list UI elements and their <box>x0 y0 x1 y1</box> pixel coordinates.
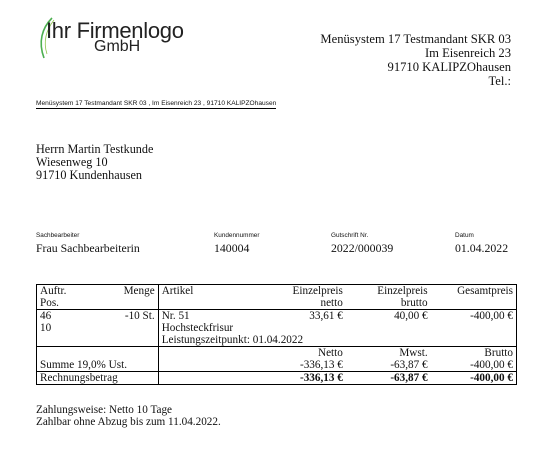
item-article-name: Hochsteckfrisur <box>161 322 234 334</box>
header-article: Artikel <box>158 285 264 310</box>
header-unit-net-label-2: netto <box>320 297 343 309</box>
logo-subtext: GmbH <box>94 38 141 55</box>
recipient-street: Wiesenweg 10 <box>36 155 108 169</box>
sum-row <box>37 359 517 372</box>
header-qty: Menge <box>92 285 158 310</box>
payment-method: Zahlungsweise: Netto 10 Tage <box>36 404 173 416</box>
credit-number-value: 2022/000039 <box>331 241 394 255</box>
date-value: 01.04.2022 <box>455 241 509 255</box>
sender-street: Im Eisenreich 23 <box>424 46 511 60</box>
table-header-row <box>37 285 517 310</box>
recipient-address <box>36 143 153 182</box>
sender-company: Menüsystem 17 Testmandant SKR 03 <box>320 32 511 46</box>
sender-city: 91710 KALIPZOhausen <box>387 60 511 74</box>
header-unit-net <box>264 285 346 310</box>
item-qty: -10 St. <box>92 310 158 347</box>
sum-gross: -400,00 € <box>431 359 517 372</box>
date-label: Datum <box>455 232 474 239</box>
item-unit-gross: 40,00 € <box>346 310 431 347</box>
total-label: Rechnungsbetrag <box>37 372 159 385</box>
item-pos: 10 <box>40 322 52 334</box>
total-row <box>37 372 517 385</box>
invoice-table <box>36 284 517 385</box>
item-order-pos <box>37 310 93 347</box>
item-total: -400,00 € <box>431 310 517 347</box>
table-row <box>37 310 517 347</box>
sum-vat: -63,87 € <box>390 359 428 371</box>
recipient-name: Herrn Martin Testkunde <box>36 142 154 156</box>
sum-label: Summe 19,0% Ust. <box>37 359 159 372</box>
item-order: 46 <box>40 310 52 322</box>
logo-text: Ihr Firmenlogo <box>46 18 184 43</box>
credit-number-label: Gutschrift Nr. <box>331 232 369 239</box>
item-unit-net: 33,61 € <box>309 310 343 322</box>
total-gross: -400,00 € <box>431 372 517 385</box>
sum-net: -336,13 € <box>299 359 343 371</box>
sum-header-row <box>37 347 517 360</box>
header-unit-gross-label-2: brutto <box>400 297 428 309</box>
header-pos-label: Pos. <box>40 297 59 309</box>
header-order-label: Auftr. <box>40 285 67 297</box>
sender-address <box>320 32 511 88</box>
recipient-city: 91710 Kundenhausen <box>36 168 142 182</box>
sum-header-gross: Brutto <box>431 347 517 360</box>
item-article-cell <box>158 310 346 347</box>
clerk-label: Sachbearbeiter <box>36 232 80 239</box>
sum-header-vat: Mwst. <box>346 347 431 360</box>
header-order-pos <box>37 285 93 310</box>
payment-terms <box>36 404 221 428</box>
clerk-value: Frau Sachbearbeiterin <box>36 241 140 255</box>
sender-tel: Tel.: <box>488 74 511 88</box>
sum-header-net: Netto <box>264 347 346 360</box>
customer-number-label: Kundennummer <box>214 232 260 239</box>
customer-number-value: 140004 <box>214 241 250 255</box>
return-address: Menüsystem 17 Testmandant SKR 03 , Im Eisenreich 23 , 91710 KALIPZOhausen <box>36 100 277 107</box>
header-unit-net-label-1: Einzelpreis <box>292 285 343 297</box>
payment-due: Zahlbar ohne Abzug bis zum 11.04.2022. <box>36 416 221 428</box>
total-vat: -63,87 € <box>346 372 431 385</box>
header-unit-gross <box>346 285 431 310</box>
header-unit-gross-label-1: Einzelpreis <box>377 285 428 297</box>
header-total: Gesamtpreis <box>431 285 517 310</box>
item-article-no: Nr. 51 <box>161 310 190 322</box>
item-service-period: Leistungszeitpunkt: 01.04.2022 <box>161 334 304 346</box>
total-net: -336,13 € <box>264 372 346 385</box>
